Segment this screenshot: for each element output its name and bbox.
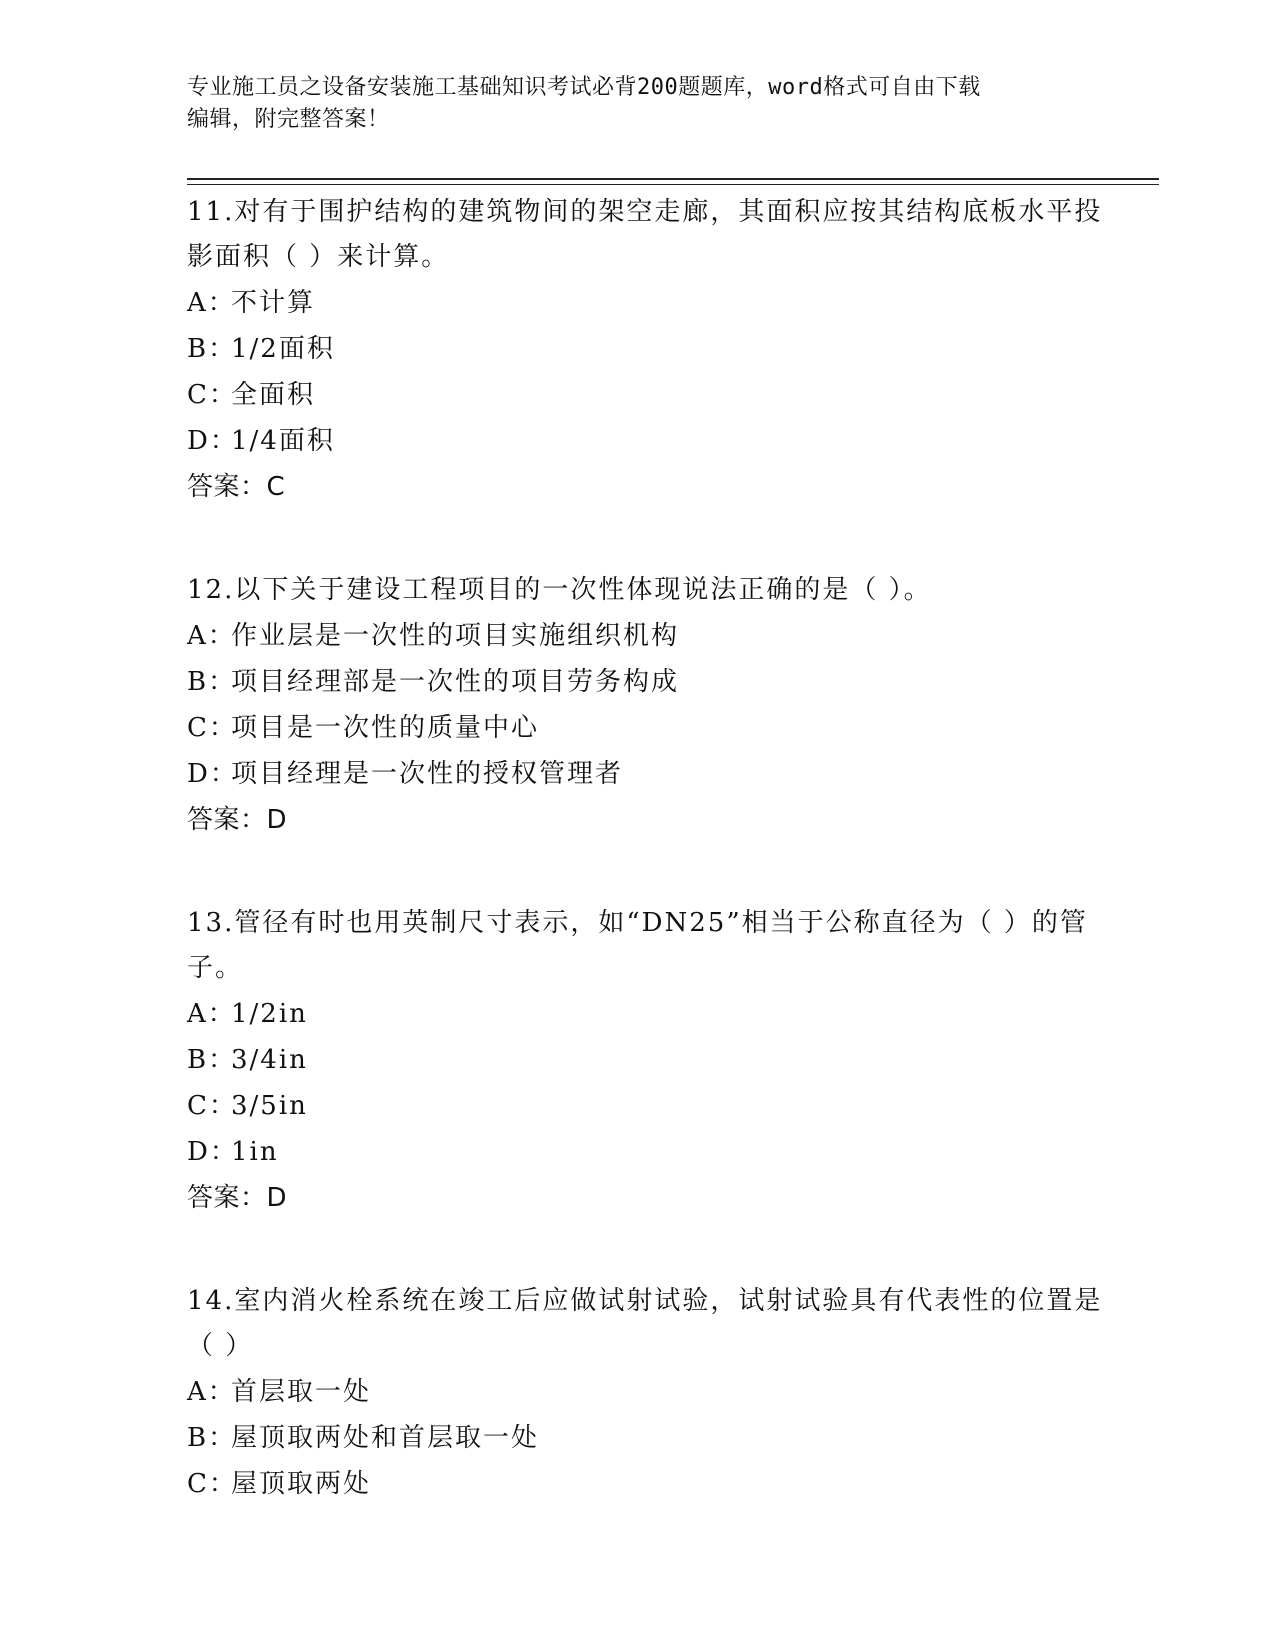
option-text: 全面积 (231, 380, 316, 410)
option-c (187, 1083, 1117, 1129)
option-key: B： (187, 334, 237, 364)
question-stem: 13.管径有时也用英制尺寸表示，如“DN25”相当于公称直径为（ ）的管子。 (187, 908, 1088, 983)
option-a (187, 613, 1117, 659)
option-text: 3/4in (231, 1045, 308, 1075)
option-text: 项目经理是一次性的授权管理者 (231, 759, 624, 789)
option-key: B： (187, 1045, 237, 1075)
question-list (187, 190, 1117, 1507)
question-stem: 11.对有于围护结构的建筑物间的架空走廊，其面积应按其结构底板水平投影面积（ ）来计算。 (187, 197, 1103, 272)
option-text: 1/2面积 (231, 334, 335, 364)
answer-line: 答案：D (187, 805, 288, 835)
option-text: 首层取一处 (231, 1377, 372, 1407)
option-key: D： (187, 426, 238, 456)
option-b (187, 1037, 1117, 1083)
option-d (187, 1129, 1117, 1175)
option-a (187, 991, 1117, 1037)
question-spacer (187, 510, 1117, 568)
question-13 (187, 901, 1117, 1221)
option-key: D： (187, 759, 238, 789)
option-key: C： (187, 713, 237, 743)
option-key: C： (187, 1091, 237, 1121)
document-header (187, 72, 1067, 136)
option-b (187, 1415, 1117, 1461)
option-text: 1in (231, 1137, 279, 1167)
option-d (187, 751, 1117, 797)
question-14 (187, 1279, 1117, 1507)
option-b (187, 659, 1117, 705)
divider-line-bottom (187, 184, 1159, 186)
answer-line: 答案：D (187, 1183, 288, 1213)
option-key: A： (187, 1377, 236, 1407)
option-c (187, 1461, 1117, 1507)
question-11 (187, 190, 1117, 510)
option-text: 项目是一次性的质量中心 (231, 713, 540, 743)
option-key: A： (187, 999, 236, 1029)
option-text: 1/2in (231, 999, 308, 1029)
option-text: 不计算 (231, 288, 316, 318)
option-text: 作业层是一次性的项目实施组织机构 (231, 621, 680, 651)
header-title-line-2: 编辑，附完整答案！ (187, 107, 390, 132)
question-stem: 14.室内消火栓系统在竣工后应做试射试验，试射试验具有代表性的位置是（ ） (187, 1286, 1103, 1361)
question-stem: 12.以下关于建设工程项目的一次性体现说法正确的是（ ）。 (187, 575, 932, 605)
option-text: 屋顶取两处 (231, 1469, 372, 1499)
option-d (187, 418, 1117, 464)
option-key: A： (187, 621, 236, 651)
option-c (187, 705, 1117, 751)
header-divider (187, 178, 1159, 185)
option-c (187, 372, 1117, 418)
question-spacer (187, 1221, 1117, 1279)
option-text: 3/5in (231, 1091, 308, 1121)
option-key: D： (187, 1137, 238, 1167)
option-key: C： (187, 1469, 237, 1499)
answer-line: 答案：C (187, 472, 286, 502)
header-title-line-1: 专业施工员之设备安装施工基础知识考试必背200题题库，word格式可自由下载 (187, 75, 981, 100)
divider-line-top (187, 178, 1159, 180)
option-key: A： (187, 288, 236, 318)
option-key: B： (187, 667, 237, 697)
question-12 (187, 568, 1117, 843)
option-text: 1/4面积 (231, 426, 335, 456)
option-text: 屋顶取两处和首层取一处 (231, 1423, 540, 1453)
option-b (187, 326, 1117, 372)
option-key: C： (187, 380, 237, 410)
option-a (187, 280, 1117, 326)
option-a (187, 1369, 1117, 1415)
question-spacer (187, 843, 1117, 901)
option-key: B： (187, 1423, 237, 1453)
option-text: 项目经理部是一次性的项目劳务构成 (231, 667, 680, 697)
